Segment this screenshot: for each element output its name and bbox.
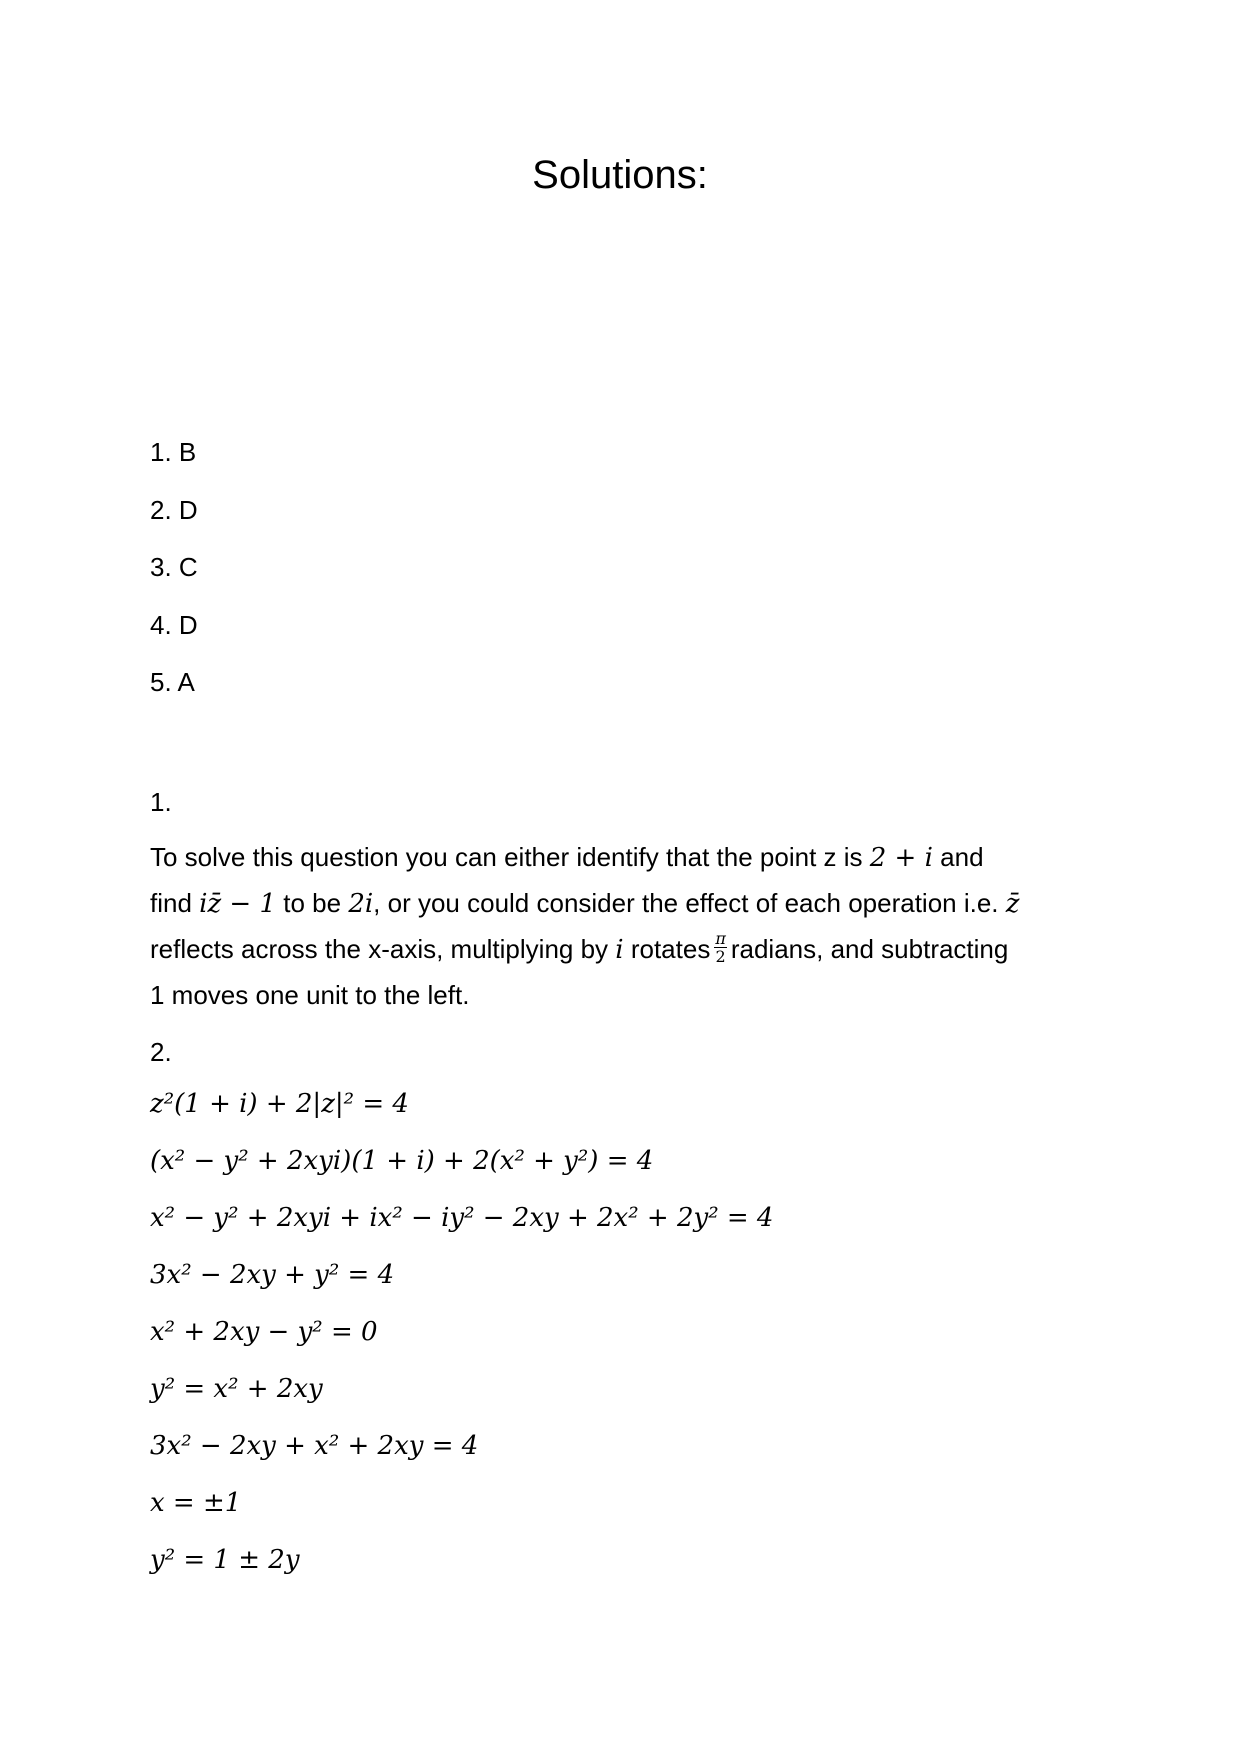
- q1-math: iz̄ − 1: [199, 889, 277, 919]
- answer-list: [150, 432, 198, 720]
- q1-text: reflects across the x-axis, multiplying by: [150, 934, 616, 964]
- question-1-label: 1.: [150, 787, 172, 817]
- fraction-denominator: 2: [715, 946, 726, 966]
- q1-math: 2i: [348, 889, 374, 919]
- equation-step: y² = x² + 2xy: [150, 1374, 323, 1404]
- page-title: Solutions:: [532, 153, 708, 197]
- answer-item: 2. D: [150, 494, 198, 525]
- q1-text: rotates: [623, 934, 711, 964]
- answer-item: 1. B: [150, 437, 197, 467]
- equation-step: (x² − y² + 2xyi)(1 + i) + 2(x² + y²) = 4: [150, 1146, 654, 1176]
- question-2-working: [150, 1084, 773, 1597]
- q1-text: radians, and subtracting: [730, 934, 1009, 964]
- q1-text: to be: [276, 888, 349, 918]
- equation-step: x² − y² + 2xyi + ix² − iy² − 2xy + 2x² + 2y² = 4: [150, 1203, 774, 1233]
- q1-math: 2 + i: [869, 843, 933, 873]
- question-2-label: 2.: [150, 1037, 172, 1067]
- pi-over-two-fraction: [714, 930, 727, 965]
- equation-step: z²(1 + i) + 2|z|² = 4: [150, 1089, 409, 1119]
- q1-math: i: [615, 935, 624, 965]
- answer-item: 4. D: [150, 609, 198, 640]
- q1-text: To solve this question you can either identify that the point z is: [150, 842, 870, 872]
- q1-text: 1 moves one unit to the left.: [150, 980, 470, 1010]
- equation-step: 3x² − 2xy + x² + 2xy = 4: [150, 1431, 479, 1461]
- equation-step: x² + 2xy − y² = 0: [150, 1317, 378, 1347]
- answer-item: 3. C: [150, 552, 198, 582]
- q1-text: and: [932, 842, 984, 872]
- q1-text: find: [150, 888, 200, 918]
- equation-step: 3x² − 2xy + y² = 4: [150, 1260, 395, 1290]
- q1-math: z̄: [1005, 889, 1020, 919]
- q1-text: , or you could consider the effect of each operation i.e.: [373, 888, 1006, 918]
- equation-step: y² = 1 ± 2y: [150, 1545, 300, 1575]
- question-1-explanation: [150, 835, 1110, 1018]
- answer-item: 5. A: [150, 667, 195, 697]
- fraction-numerator: π: [715, 928, 726, 948]
- equation-step: x = ±1: [150, 1488, 242, 1518]
